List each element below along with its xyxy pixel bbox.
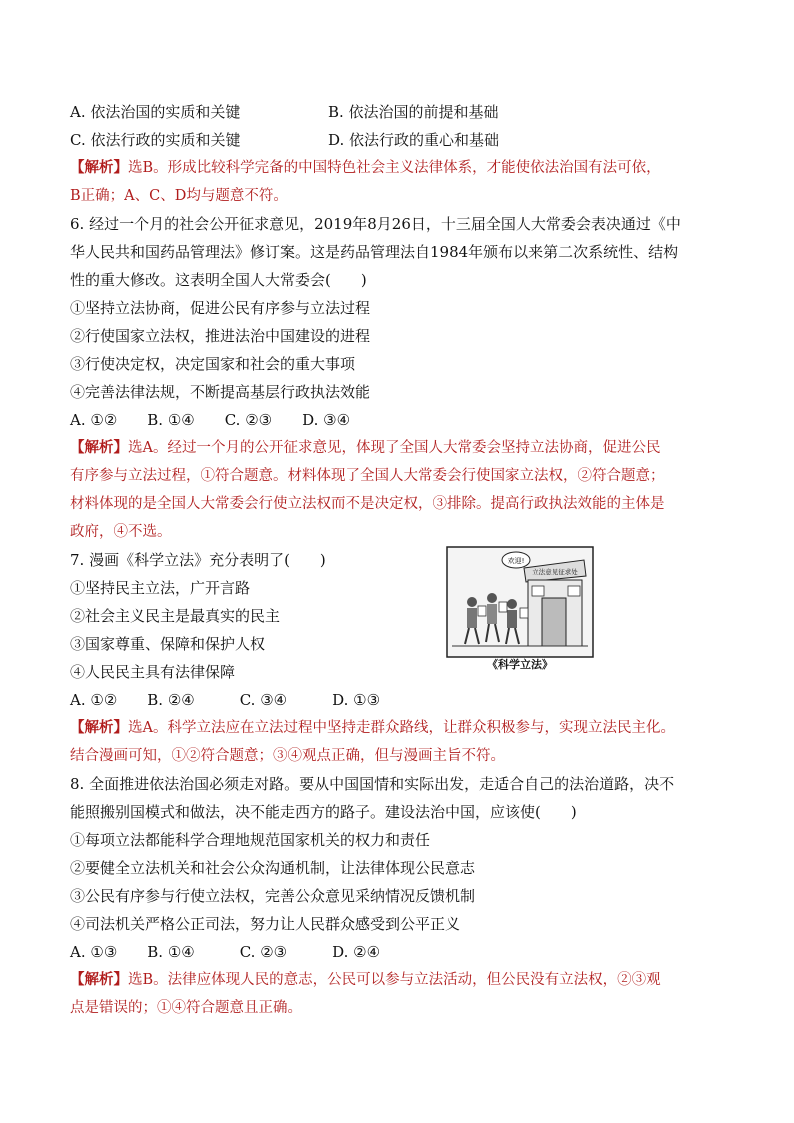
question-8 (70, 770, 726, 1022)
q8-options: A. ①③ B. ①④ C. ②③ D. ②④ (70, 943, 381, 961)
q8-stem-line: 能照搬别国模式和做法，决不能走西方的路子。建设法治中国，应该使( ) (70, 803, 577, 821)
q8-statement-4: ④司法机关严格公正司法，努力让人民群众感受到公平正义 (70, 915, 461, 933)
q6-stem-line: 华人民共和国药品管理法》修订案。这是药品管理法自1984年颁布以来第二次系统性、结构 (70, 243, 679, 261)
q5-options-row-1 (70, 98, 726, 126)
q8-analysis: 【解析】选B。法律应体现人民的意志，公民可以参与立法活动，但公民没有立法权，②③观 点是错误的；①④符合题意且正确。 (70, 971, 661, 1016)
cartoon-board-text: 立法意见征求处 (532, 568, 578, 576)
q5-option-a: A. 依法治国的实质和关键 (70, 103, 241, 121)
q8-statement-2: ②要健全立法机关和社会公众沟通机制，让法律体现公民意志 (70, 859, 476, 877)
q8-stem-line: 8. 全面推进依法治国必须走对路。要从中国国情和实际出发，走适合自己的法治道路，决不 (70, 775, 675, 793)
q6-analysis: 【解析】选A。经过一个月的公开征求意见，体现了全国人大常委会坚持立法协商，促进公民 有序参与立法过程，①符合题意。材料体现了全国人大常委会行使国家立法权，②符合题意； 材料体现的是全国人大常委会行使立法权而不是决定权，③排除。提高行政执法效能的主体是 政府，④不选。 (70, 439, 665, 540)
question-6 (70, 210, 726, 546)
q5-options-row-2 (70, 126, 726, 154)
q6-statement-3: ③行使决定权，决定国家和社会的重大事项 (70, 355, 356, 373)
q8-statement-3: ③公民有序参与行使立法权，完善公众意见采纳情况反馈机制 (70, 887, 476, 905)
q5-option-b: B. 依法治国的前提和基础 (328, 103, 499, 121)
analysis-tag: 【解析】 (70, 159, 128, 176)
q7-stem: 7. 漫画《科学立法》充分表明了( ) (70, 551, 326, 569)
q5-option-d: D. 依法行政的重心和基础 (328, 131, 500, 149)
q5-analysis: 【解析】选B。形成比较科学完备的中国特色社会主义法律体系，才能使依法治国有法可依， B正确；A、C、D均与题意不符。 (70, 159, 661, 204)
q6-statement-4: ④完善法律法规，不断提高基层行政执法效能 (70, 383, 371, 401)
q6-statement-2: ②行使国家立法权，推进法治中国建设的进程 (70, 327, 371, 345)
q6-options: A. ①② B. ①④ C. ②③ D. ③④ (70, 411, 351, 429)
q7-statement-2: ②社会主义民主是最真实的民主 (70, 607, 281, 625)
q7-analysis: 【解析】选A。科学立法应在立法过程中坚持走群众路线，让群众积极参与，实现立法民主化。 结合漫画可知，①②符合题意；③④观点正确，但与漫画主旨不符。 (70, 719, 675, 764)
cartoon-speech-text: 欢迎! (507, 557, 525, 565)
q7-options: A. ①② B. ②④ C. ③④ D. ①③ (70, 691, 381, 709)
q8-statement-1: ①每项立法都能科学合理地规范国家机关的权力和责任 (70, 831, 431, 849)
q6-stem-line: 性的重大修改。这表明全国人大常委会( ) (70, 271, 367, 289)
q5-option-c: C. 依法行政的实质和关键 (70, 131, 241, 149)
question-7 (70, 546, 726, 770)
analysis-tag: 【解析】 (70, 719, 128, 736)
q7-statement-1: ①坚持民主立法，广开言路 (70, 579, 251, 597)
q6-statement-1: ①坚持立法协商，促进公民有序参与立法过程 (70, 299, 371, 317)
analysis-tag: 【解析】 (70, 439, 128, 456)
q7-statement-4: ④人民民主具有法律保障 (70, 663, 236, 681)
cartoon-caption: 《科学立法》 (487, 658, 553, 671)
analysis-tag: 【解析】 (70, 971, 128, 988)
document-page (70, 98, 726, 1022)
q7-statement-3: ③国家尊重、保障和保护人权 (70, 635, 266, 653)
cartoon-image (446, 546, 594, 658)
q6-stem-line: 6. 经过一个月的社会公开征求意见，2019年8月26日，十三届全国人大常委会表决通过《中 (70, 215, 681, 233)
